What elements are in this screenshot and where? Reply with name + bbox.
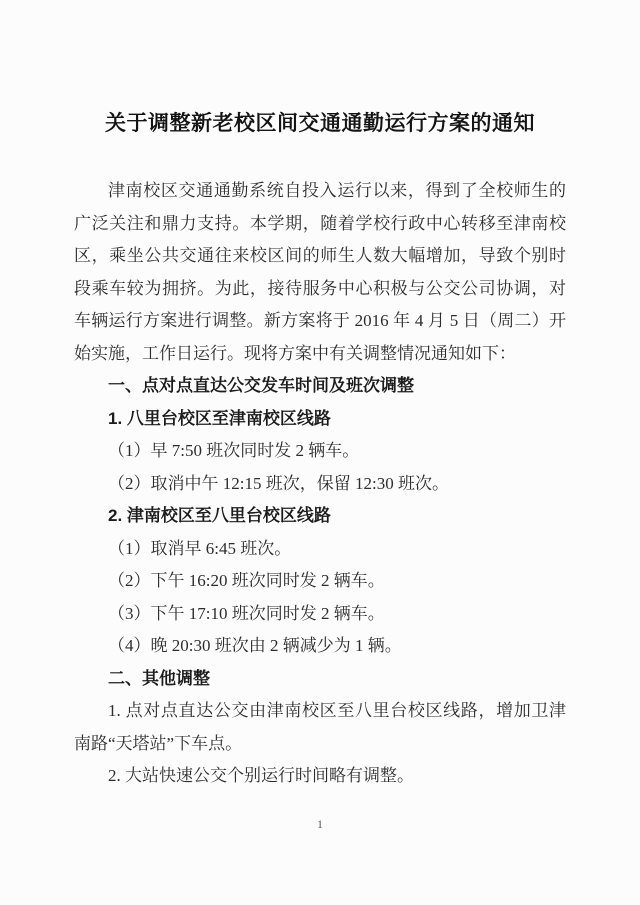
intro-paragraph: 津南校区交通通勤系统自投入运行以来，得到了全校师生的广泛关注和鼎力支持。本学期，随着学校行政中心转移至津南校区，乘坐公共交通往来校区间的师生人数大幅增加，导致个别时段乘车较为拥挤。为此，接待服务中心积极与公交公司协调，对车辆运行方案进行调整。新方案将于 2016 年 4 月 5 日（周二）开始实施，工作日运行。现将方案中有关调整情况通知如下： xyxy=(74,181,566,363)
section-2-item-1: 1. 点对点直达公交由津南校区至八里台校区线路，增加卫津南路“天塔站”下车点。 xyxy=(74,701,566,753)
section-1-heading: 一、点对点直达公交发车时间及班次调整 xyxy=(108,376,414,395)
route-1-item-2: （2）取消中午 12:15 班次，保留 12:30 班次。 xyxy=(108,473,449,493)
section-2-heading: 二、其他调整 xyxy=(108,668,210,688)
document-content xyxy=(74,0,566,793)
route-2-item-4: （4）晚 20:30 班次由 2 辆减少为 1 辆。 xyxy=(108,636,402,655)
document-title: 关于调整新老校区间交通通勤运行方案的通知 xyxy=(105,111,535,135)
route-1-heading: 1. 八里台校区至津南校区线路 xyxy=(108,408,331,428)
document-body xyxy=(74,175,566,793)
page-number: 1 xyxy=(317,817,323,831)
section-2-item-2: 2. 大站快速公交个别运行时间略有调整。 xyxy=(108,766,414,785)
route-2-heading: 2. 津南校区至八里台校区线路 xyxy=(108,506,331,525)
route-2-item-3: （3）下午 17:10 班次同时发 2 辆车。 xyxy=(108,603,385,623)
route-2-item-1: （1）取消早 6:45 班次。 xyxy=(108,538,292,558)
route-2-item-2: （2）下午 16:20 班次同时发 2 辆车。 xyxy=(108,571,385,590)
route-1-item-1: （1）早 7:50 班次同时发 2 辆车。 xyxy=(108,441,360,460)
